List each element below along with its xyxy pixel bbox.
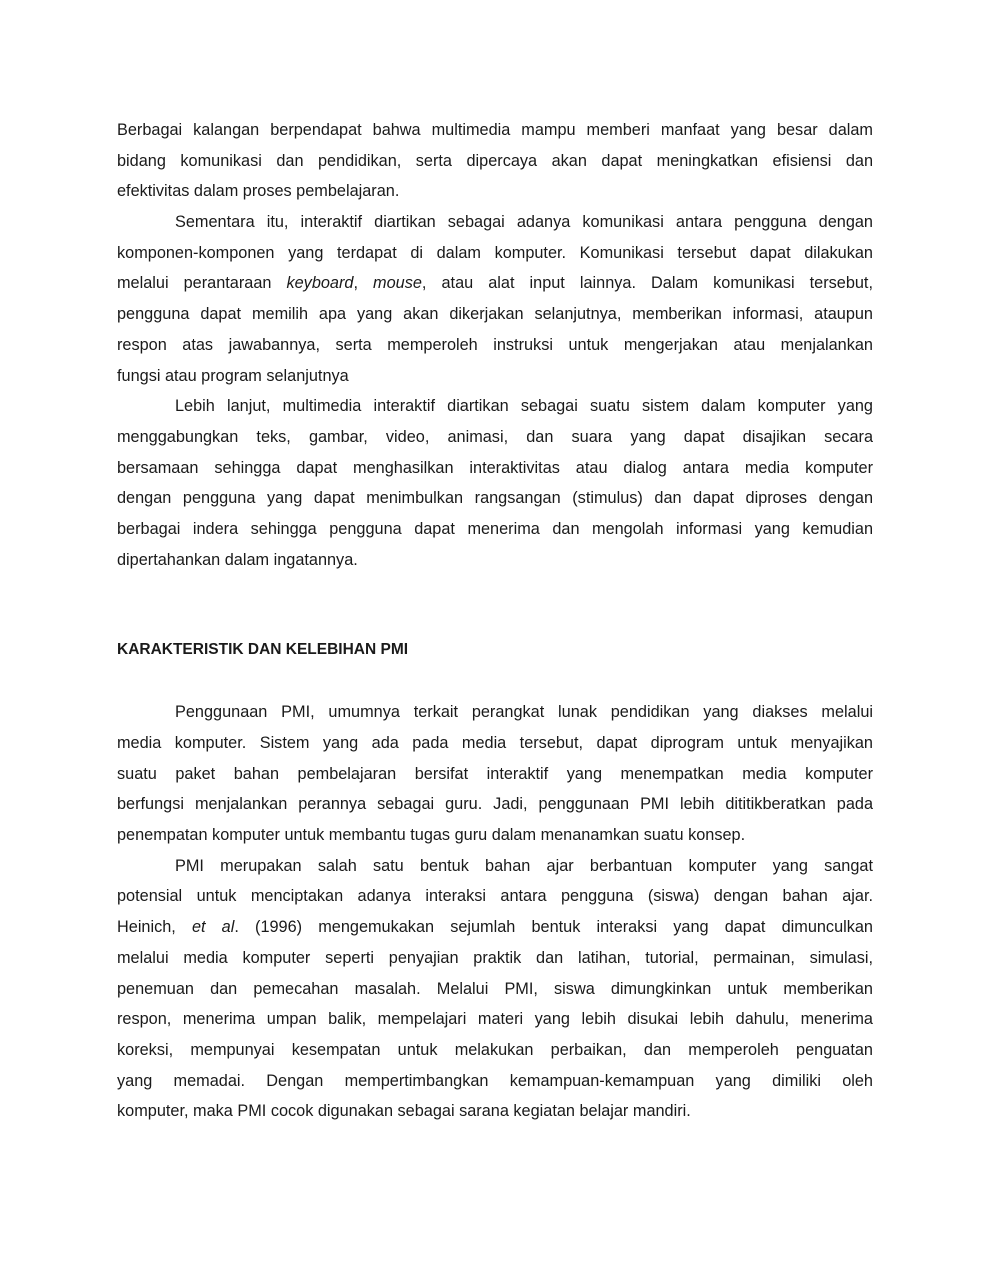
text-line: Berbagai kalangan berpendapat bahwa multimedia mampu memberi manfaat yang besar dalam: [117, 121, 873, 139]
text-run: , atau alat input lainnya. Dalam komunikasi tersebut,: [421, 274, 873, 293]
text-line: bidang komunikasi dan pendidikan, serta dipercaya akan dapat meningkatkan efisiensi dan: [117, 151, 873, 170]
text-line: melalui media komputer seperti penyajian praktik dan latihan, tutorial, permainan, simulasi,: [117, 948, 873, 967]
text-line: potensial untuk menciptakan adanya interaksi antara pengguna (siswa) dengan bahan ajar.: [117, 887, 873, 906]
text-line: [117, 268, 873, 299]
text-line: Penggunaan PMI, umumnya terkait perangkat lunak pendidikan yang diakses melalui: [175, 703, 873, 722]
paragraph-interactive-definition: [117, 207, 873, 391]
text-run: . (1996) mengemukakan sejumlah bentuk interaksi yang dapat dimunculkan: [234, 918, 873, 937]
text-line: respon, menerima umpan balik, mempelajari materi yang lebih disukai lebih dahulu, menerima: [117, 1010, 873, 1029]
paragraph-pmi-potential: [117, 851, 873, 1127]
text-run: ,: [353, 274, 374, 293]
text-line: dengan pengguna yang dapat menimbulkan rangsangan (stimulus) dan dapat diproses dengan: [117, 489, 873, 508]
italic-term-et-al: et al: [191, 918, 235, 937]
paragraph-multimedia-benefits: [117, 115, 873, 207]
text-line: PMI merupakan salah satu bentuk bahan ajar berbantuan komputer yang sangat: [175, 856, 873, 875]
text-line: efektivitas dalam proses pembelajaran.: [117, 182, 400, 201]
text-line: dipertahankan dalam ingatannya.: [117, 550, 358, 569]
text-line: bersamaan sehingga dapat menghasilkan interaktivitas atau dialog antara media komputer: [117, 458, 873, 477]
text-line: yang memadai. Dengan mempertimbangkan kemampuan-kemampuan yang dimiliki oleh: [117, 1071, 873, 1090]
text-line: penemuan dan pemecahan masalah. Melalui PMI, siswa dimungkinkan untuk memberikan: [117, 979, 873, 998]
text-line: berbagai indera sehingga pengguna dapat menerima dan mengolah informasi yang kemudian: [117, 519, 873, 538]
text-line: Lebih lanjut, multimedia interaktif diartikan sebagai suatu sistem dalam komputer yang: [175, 397, 873, 416]
text-line: koreksi, mempunyai kesempatan untuk melakukan perbaikan, dan memperoleh penguatan: [117, 1040, 873, 1059]
text-line: Sementara itu, interaktif diartikan sebagai adanya komunikasi antara pengguna dengan: [175, 213, 873, 232]
italic-term-mouse: mouse: [373, 274, 422, 293]
text-line: suatu paket bahan pembelajaran bersifat interaktif yang menempatkan media komputer: [117, 764, 873, 783]
paragraph-pmi-usage: [117, 697, 873, 850]
text-line: komponen-komponen yang terdapat di dalam komputer. Komunikasi tersebut dapat dilakukan: [117, 243, 873, 262]
text-line: komputer, maka PMI cocok digunakan sebagai sarana kegiatan belajar mandiri.: [117, 1102, 691, 1121]
text-line: [117, 912, 873, 943]
text-run: Heinich,: [117, 918, 192, 937]
section-heading: KARAKTERISTIK DAN KELEBIHAN PMI: [117, 641, 409, 659]
spacer: [117, 665, 873, 697]
italic-term-keyboard: keyboard: [286, 274, 354, 293]
spacer: [117, 575, 873, 635]
text-run: melalui perantaraan: [117, 274, 287, 293]
text-line: fungsi atau program selanjutnya: [117, 366, 349, 385]
text-line: menggabungkan teks, gambar, video, animasi, dan suara yang dapat disajikan secara: [117, 427, 873, 446]
paragraph-interactive-multimedia: [117, 391, 873, 575]
text-line: respon atas jawabannya, serta memperoleh instruksi untuk mengerjakan atau menjalankan: [117, 335, 873, 354]
text-line: pengguna dapat memilih apa yang akan dikerjakan selanjutnya, memberikan informasi, ataupun: [117, 305, 873, 324]
document-page: [117, 115, 873, 1127]
text-line: media komputer. Sistem yang ada pada media tersebut, dapat diprogram untuk menyajikan: [117, 734, 873, 752]
text-line: penempatan komputer untuk membantu tugas guru dalam menanamkan suatu konsep.: [117, 826, 746, 845]
text-line: berfungsi menjalankan perannya sebagai guru. Jadi, penggunaan PMI lebih dititikberatkan pada: [117, 795, 873, 814]
